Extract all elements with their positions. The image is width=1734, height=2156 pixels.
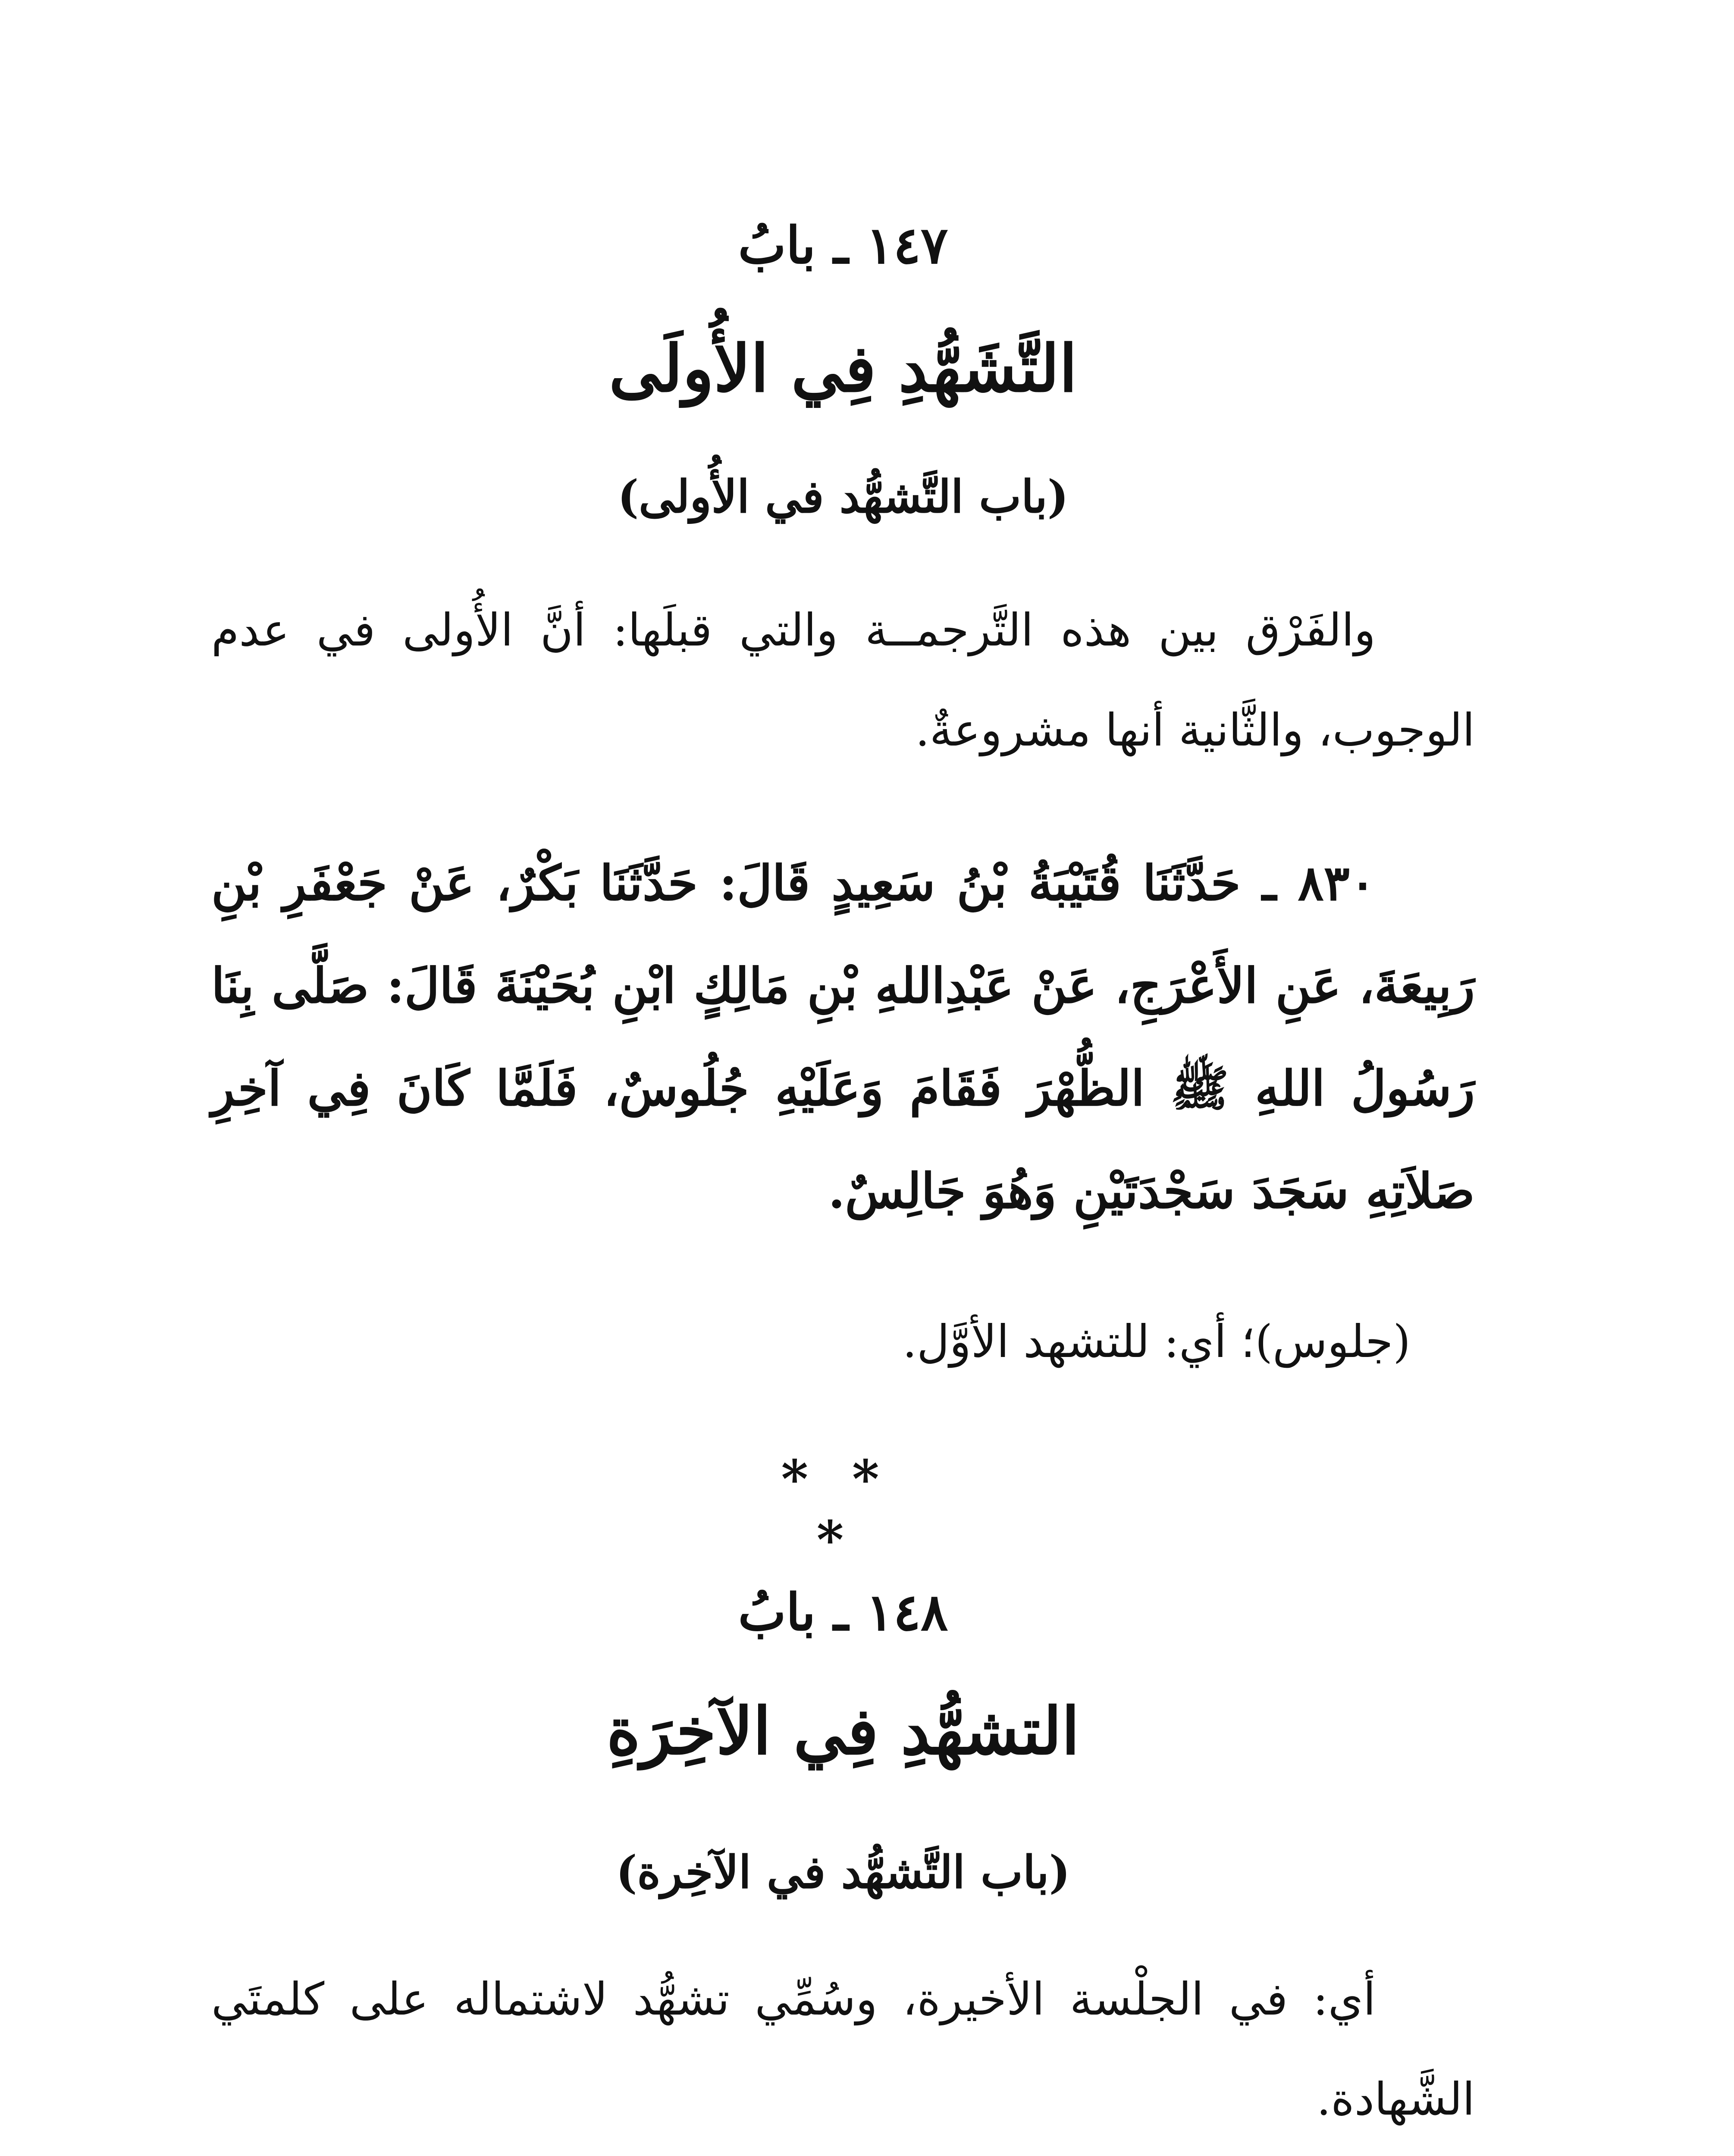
chapter-147-subtitle: (باب التَّشهُّد في الأُولى) bbox=[617, 470, 1069, 523]
chapter-147-number: ١٤٧ ـ بابُ bbox=[738, 215, 948, 275]
chapter-148-number: ١٤٨ ـ بابُ bbox=[738, 1582, 948, 1642]
chapter-148-commentary: أي: في الجلْسة الأخيرة، وسُمِّي تشهُّد لاشتماله على كلمتَي الشَّهادة. bbox=[211, 1973, 1475, 2125]
chapter-148-title: التشهُّدِ فِي الآخِرَةِ bbox=[606, 1693, 1080, 1769]
section-separator: * * * bbox=[781, 1449, 892, 1570]
chapter-148-subtitle: (باب التَّشهُّد في الآخِرة) bbox=[616, 1846, 1070, 1899]
hadith-830-note: (جلوس)؛ أي: للتشهد الأوَّل. bbox=[903, 1315, 1411, 1368]
chapter-147-title: التَّشَهُّدِ فِي الأُولَى bbox=[609, 331, 1077, 407]
hadith-830: ٨٣٠ ـ حَدَّثَنَا قُتَيْبَةُ بْنُ سَعِيدٍ قَالَ: حَدَّثَنَا بَكْرٌ، عَنْ جَعْفَرِ بْنِ رَبِيعَةَ، عَنِ الأَعْرَجِ، عَنْ عَبْدِاللهِ بْنِ مَالِكٍ ابْنِ بُحَيْنَةَ قَالَ: صَلَّى بِنَا رَسُولُ اللهِ ﷺ الظُّهْرَ فَقَامَ وَعَلَيْهِ جُلُوسٌ، فَلَمَّا كَانَ فِي آخِرِ صَلاَتِهِ سَجَدَ سَجْدَتَيْنِ وَهُوَ جَالِسٌ. bbox=[211, 855, 1475, 1219]
chapter-147-commentary: والفَرْق بين هذه التَّرجمــة والتي قبلَها: أنَّ الأُولى في عدم الوجوب، والثَّانية أنها مشروعةٌ. bbox=[211, 604, 1475, 756]
